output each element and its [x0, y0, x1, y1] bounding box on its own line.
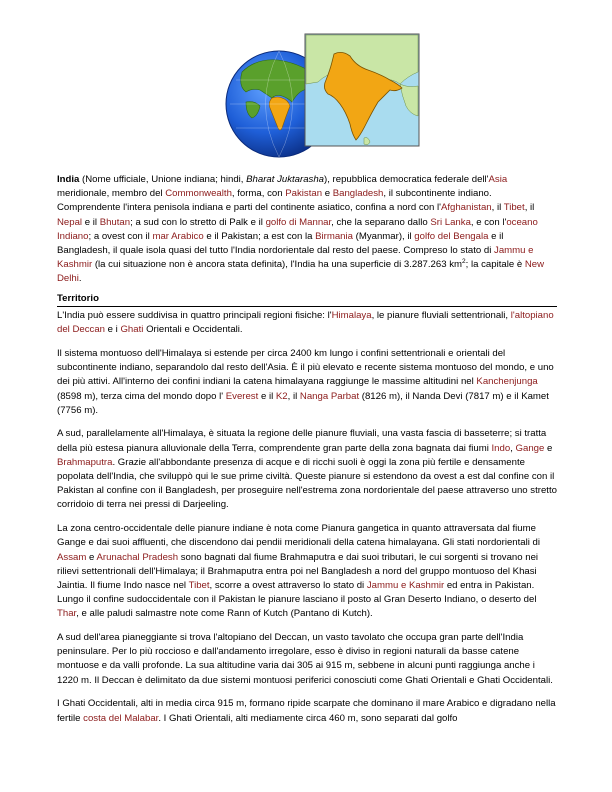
- body-paragraph: [57, 631, 557, 688]
- inline-link[interactable]: Tibet: [188, 579, 210, 591]
- text-run: , che la separano dallo: [331, 216, 431, 228]
- inline-link[interactable]: Bangladesh: [332, 188, 384, 200]
- inline-link[interactable]: Ghati: [120, 324, 144, 336]
- text-run: ; la capitale è: [465, 259, 525, 271]
- body-paragraph: [57, 309, 557, 337]
- text-run: e: [322, 188, 333, 200]
- inline-link[interactable]: New Delhi: [57, 259, 545, 285]
- india-globe-and-map-illustration: [222, 32, 422, 172]
- text-run: Il sistema montuoso dell'Himalaya si estende per circa 2400 km lungo i confini settentrionali e orientali del subcontinente indiano, separandolo dal resto dell'Asia. È il più elevato e recente sistema montuoso del mondo, e uno dei più attivi. All'interno dei confini indiani la catena himalayana raggiunge le massime altitudini nel: [57, 347, 554, 388]
- bold-text: India: [57, 174, 80, 185]
- inline-link[interactable]: Arunachal Pradesh: [96, 551, 179, 563]
- inline-link[interactable]: Brahmaputra: [57, 456, 113, 468]
- text-run: , il: [491, 202, 504, 214]
- italic-text: Bharat Juktarasha: [246, 174, 325, 185]
- text-run: (Myanmar), il: [352, 230, 415, 242]
- body-paragraph: [57, 697, 557, 725]
- inline-link[interactable]: Everest: [225, 390, 259, 402]
- text-run: e il: [258, 390, 276, 402]
- inline-link[interactable]: Gange: [515, 442, 545, 454]
- inline-link[interactable]: Asia: [488, 174, 508, 185]
- text-run: e il Bangladesh, il quale isola quasi del tutto l'India nordorientale dal resto del paese. Compreso lo stato di: [57, 230, 504, 257]
- inline-link[interactable]: Afghanistan: [440, 202, 492, 214]
- text-run: , le pianure fluviali settentrionali,: [371, 310, 511, 321]
- text-run: La zona centro-occidentale delle pianure indiane è nota come Pianura gangetica in quanto attraversata dal fiume Gange e dai suoi affluenti, che discendono dai pendii meridionali della catena himalayana. Gli stati nordorientali di: [57, 523, 541, 549]
- inline-link[interactable]: K2: [275, 390, 288, 402]
- inline-link[interactable]: Bhutan: [99, 216, 131, 228]
- inline-link[interactable]: Commonwealth: [165, 188, 232, 200]
- text-run: e il Pakistan; a est con la: [203, 230, 316, 242]
- inline-link[interactable]: l'altopiano del Deccan: [57, 310, 554, 336]
- inline-link[interactable]: golfo di Mannar: [265, 216, 332, 228]
- inline-link[interactable]: Jammu e Kashmir: [366, 579, 445, 591]
- body-paragraph: [57, 347, 557, 418]
- text-run: ; a sud con lo stretto di Palk e il: [130, 216, 266, 228]
- text-run: , il subcontinente indiano. Comprendente l'intera penisola indiana e parti del continente asiatico, confina a nord con l': [57, 188, 492, 214]
- text-run: meridionale, membro del: [57, 188, 166, 200]
- inline-link[interactable]: Himalaya: [331, 310, 372, 321]
- text-run: e i: [105, 324, 121, 336]
- section-heading-territorio: Territorio: [57, 293, 557, 307]
- text-run: , scorre a ovest attraverso lo stato di: [209, 579, 367, 591]
- india-map-icon: [305, 34, 419, 146]
- text-run: I Ghati Occidentali, alti in media circa 915 m, formano ripide scarpate che dominano il mare Arabico e digradano nella fertile: [57, 698, 556, 724]
- inline-link[interactable]: costa del Malabar: [83, 712, 159, 724]
- inline-link[interactable]: mar Arabico: [152, 230, 204, 242]
- superscript: 2: [462, 258, 466, 266]
- intro-paragraph: [57, 173, 557, 287]
- text-run: (8598 m), terza cima del mondo dopo l': [57, 390, 226, 402]
- inline-link[interactable]: Nepal: [57, 216, 83, 228]
- inline-link[interactable]: Assam: [57, 551, 87, 563]
- text-run: e: [86, 551, 97, 563]
- text-run: (8126 m), il Nanda Devi (7817 m) e il Kamet (7756 m).: [57, 390, 549, 416]
- text-run: ,: [510, 442, 516, 454]
- text-run: .: [78, 273, 82, 285]
- article-body: [57, 309, 557, 735]
- body-paragraph: [57, 427, 557, 512]
- text-run: . I Ghati Orientali, alti mediamente circa 460 m, sono separati dal golfo: [158, 712, 458, 724]
- text-run: , forma, con: [231, 188, 286, 200]
- text-run: (la cui situazione non è ancora stata definita), l'India ha una superficie di 3.287.263 km: [92, 259, 463, 271]
- text-run: e: [544, 442, 553, 454]
- text-run: ed entra in Pakistan. Lungo il confine sudoccidentale con il Pakistan le pianure lasciano il posto al Gran Deserto Indiano, o deserto del: [57, 579, 537, 606]
- text-run: L'India può essere suddivisa in quattro principali regioni fisiche: l': [57, 310, 332, 321]
- inline-link[interactable]: Kanchenjunga: [476, 376, 538, 388]
- text-run: ), repubblica democratica federale dell': [324, 174, 489, 185]
- body-paragraph: [57, 522, 557, 621]
- text-run: , il: [287, 390, 300, 402]
- inline-link[interactable]: Sri Lanka: [430, 216, 471, 228]
- inline-link[interactable]: Pakistan: [285, 188, 323, 200]
- text-run: , e con l': [470, 216, 507, 228]
- inline-link[interactable]: Thar: [57, 608, 77, 620]
- inline-link[interactable]: Nanga Parbat: [299, 390, 360, 402]
- inline-link[interactable]: golfo del Bengala: [414, 230, 489, 242]
- text-run: e il: [82, 216, 100, 228]
- inline-link[interactable]: Tibet: [503, 202, 525, 214]
- text-run: , il: [524, 202, 535, 214]
- text-run: Orientali e Occidentali.: [143, 324, 243, 336]
- inline-link[interactable]: Jammu e Kashmir: [57, 245, 534, 271]
- text-run: . Grazie all'abbondante presenza di acque e di ricchi suoli è oggi la zona più fertile e densamente popolata dell'India, che sviluppò qui le sue prime civiltà. Queste pianure si estendono da ovest a est dal confine con il Pakistan al confine con il Bangladesh, per proseguire nell'estrema zona nordorientale del paese attraverso uno stretto corridoio di terra nei pressi di Darjeeling.: [57, 456, 557, 511]
- text-run: sono bagnati dal fiume Brahmaputra e dai suoi tributari, le cui sorgenti si trovano nei rilievi settentrionali dell'Himalaya; il Brahmaputra entra poi nel Bangladesh a nord del gruppo montuoso del Khasi Jaintia. Il fiume Indo nasce nel: [57, 551, 539, 591]
- text-run: , e alle paludi salmastre note come Rann of Kutch (Pantano di Kutch).: [76, 608, 373, 620]
- inline-link[interactable]: oceano Indiano: [57, 216, 538, 242]
- text-run: A sud, parallelamente all'Himalaya, è situata la regione delle pianure fluviali, una vasta fascia di basseterre; si tratta della più estesa pianura alluvionale della Terra, comprendente gran parte della zona bagnata dai fiumi: [57, 428, 547, 454]
- text-run: ; a ovest con il: [88, 230, 153, 242]
- inline-link[interactable]: Indo: [491, 442, 511, 454]
- text-run: A sud dell'area pianeggiante si trova l'altopiano del Deccan, un vasto tavolato che occupa gran parte dell'India peninsulare. Per lo più roccioso e dall'andamento irregolare, esso è diviso in regioni naturali da basse catene montuose e da valli profonde. La sua altitudine varia dai 305 ai 915 m, sebbene in alcuni punti raggiunga anche i 1220 m. Il Deccan è delimitato da due sistemi montuosi periferici conosciuti come Ghati Orientali e Ghati Occidentali.: [57, 632, 553, 686]
- text-run: (Nome ufficiale, Unione indiana; hindi,: [79, 174, 247, 185]
- inline-link[interactable]: Birmania: [315, 230, 353, 242]
